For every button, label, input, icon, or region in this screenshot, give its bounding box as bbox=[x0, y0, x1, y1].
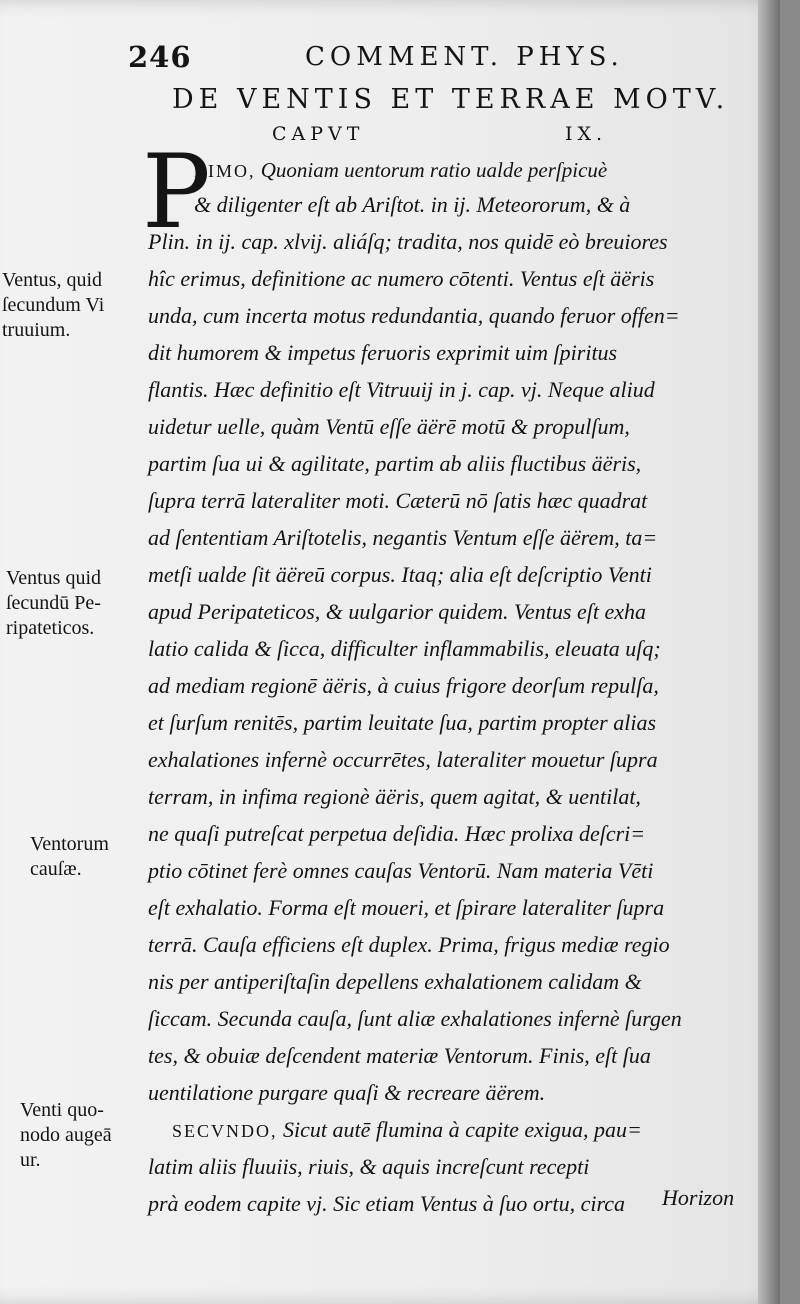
margin-note-line: Ventus quid bbox=[6, 567, 101, 589]
text-line: ad mediam regionē äëris, à cuius frigore deorſum repulſa, bbox=[148, 673, 659, 698]
caput-number: IX. bbox=[565, 123, 608, 145]
margin-note-line: ſecundum Vi bbox=[2, 294, 105, 316]
margin-note-line: Venti quo- bbox=[20, 1099, 104, 1121]
text-line: nis per antiperiſtaſin depellens exhalationem calidam & bbox=[148, 969, 642, 994]
margin-note-line: ripateticos. bbox=[6, 617, 95, 639]
text-line: ſiccam. Secunda cauſa, ſunt aliæ exhalationes infernè ſurgen bbox=[148, 1006, 682, 1031]
page-number: 246 bbox=[128, 40, 192, 74]
running-title: COMMENT. PHYS. bbox=[305, 42, 624, 72]
text-line: eſt exhalatio. Forma eſt moueri, et ſpirare lateraliter ſupra bbox=[148, 895, 665, 920]
text-line: apud Peripateticos, & uulgarior quidem. Ventus eſt exha bbox=[148, 599, 646, 624]
text-line: latio calida & ſicca, difficulter inflammabilis, eleuata uſq; bbox=[148, 636, 661, 661]
drop-cap: P bbox=[142, 133, 211, 252]
small-caps-word: RIMO, bbox=[194, 161, 256, 181]
text-line: terram, in infima regionè äëris, quem agitat, & uentilat, bbox=[148, 784, 641, 809]
margin-note bbox=[2, 268, 134, 343]
text-line: & diligenter eſt ab Ariſtot. in ij. Meteororum, & à bbox=[194, 192, 631, 217]
text-line: latim aliis fluuiis, riuis, & aquis increſcunt recepti bbox=[148, 1154, 590, 1179]
margin-note-line: truuium. bbox=[2, 319, 71, 341]
margin-note-line: ſecundū Pe- bbox=[6, 592, 101, 614]
text-line: uidetur uelle, quàm Ventū eſſe äërē motū & propulſum, bbox=[148, 414, 630, 439]
text-line: ſupra terrā lateraliter moti. Cæterū nō ſatis hæc quadrat bbox=[148, 488, 648, 513]
chapter-title: DE VENTIS ET TERRAE MOTV. bbox=[172, 84, 730, 115]
text-line: unda, cum incerta motus redundantia, quando feruor offen= bbox=[148, 303, 680, 328]
text-line: prà eodem capite vj. Sic etiam Ventus à ſuo ortu, circa bbox=[148, 1191, 625, 1216]
margin-note-line: nodo augeā bbox=[20, 1124, 112, 1146]
margin-note-line: Ventorum bbox=[30, 833, 109, 855]
text-line: dit humorem & impetus feruoris exprimit uim ſpiritus bbox=[148, 340, 618, 365]
margin-note-line: ur. bbox=[20, 1149, 41, 1171]
catchword: Horizon bbox=[662, 1185, 735, 1210]
margin-note bbox=[20, 1098, 152, 1173]
text-line: RIMO, Quoniam uentorum ratio ualde perſpicuè bbox=[194, 158, 608, 182]
small-caps-word: SECVNDO, bbox=[172, 1121, 278, 1141]
text-line: metſi ualde ſit äëreū corpus. Itaq; alia eſt deſcriptio Venti bbox=[148, 562, 652, 587]
text-line: Plin. in ij. cap. xlvij. aliáſq; tradita, nos quidē eò breuiores bbox=[148, 229, 668, 254]
text-line: uentilatione purgare quaſi & recreare äërem. bbox=[148, 1080, 546, 1105]
text-line: ne quaſi putreſcat perpetua deſidia. Hæc prolixa deſcri= bbox=[148, 821, 646, 846]
text-line: hîc erimus, definitione ac numero cōtenti. Ventus eſt äëris bbox=[148, 266, 655, 291]
margin-note bbox=[30, 832, 162, 882]
text-line: ptio cōtinet ferè omnes cauſas Ventorū. Nam materia Vēti bbox=[148, 858, 654, 883]
text-line: partim ſua ui & agilitate, partim ab aliis fluctibus äëris, bbox=[148, 451, 642, 476]
text-line: exhalationes infernè occurrētes, lateraliter mouetur ſupra bbox=[148, 747, 658, 772]
margin-note-line: cauſæ. bbox=[30, 858, 82, 880]
caput-label: CAPVT bbox=[272, 123, 365, 145]
page-edge-shadow bbox=[758, 0, 780, 1304]
margin-note bbox=[6, 566, 138, 641]
text-line: ad ſententiam Ariſtotelis, negantis Ventum eſſe äërem, ta= bbox=[148, 525, 658, 550]
text-line: SECVNDO, Sicut autē flumina à capite exigua, pau= bbox=[172, 1117, 642, 1142]
margin-note-line: Ventus, quid bbox=[2, 269, 102, 291]
running-head bbox=[0, 40, 780, 80]
text-line: tes, & obuiæ deſcendent materiæ Ventorum. Finis, eſt ſua bbox=[148, 1043, 651, 1068]
text-line: terrā. Cauſa efficiens eſt duplex. Prima, frigus mediæ regio bbox=[148, 932, 670, 957]
text-line: et ſurſum renitēs, partim leuitate ſua, partim propter alias bbox=[148, 710, 657, 735]
text-line: flantis. Hæc definitio eſt Vitruuij in j. cap. vj. Neque aliud bbox=[148, 377, 655, 402]
